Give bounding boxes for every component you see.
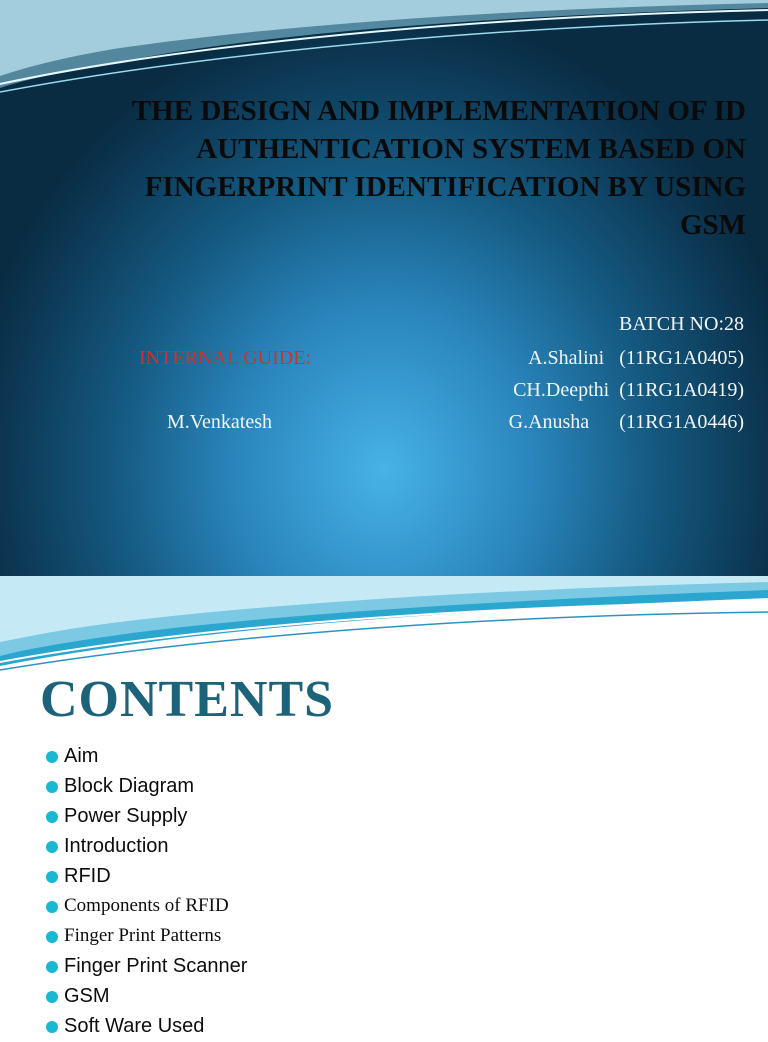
list-item-label: Aim [64,745,99,767]
list-item-label: GSM [64,985,110,1007]
list-item [44,982,247,1012]
student-entry: A.Shalini (11RG1A0405) [528,347,744,369]
list-item [44,952,247,982]
list-item-label: Block Diagram [64,775,195,797]
bullet-icon [46,931,58,943]
list-item [44,802,247,832]
bullet-icon [46,781,58,793]
student-entry: G.Anusha (11RG1A0446) [508,411,744,433]
bullet-icon [46,991,58,1003]
bullet-icon [46,811,58,823]
batch-number: BATCH NO:28 [618,313,744,335]
list-item-label: Power Supply [64,805,188,827]
contents-slide [0,576,768,1037]
student-entry: CH.Deepthi (11RG1A0419) [513,379,744,401]
internal-guide-name: M.Venkatesh [167,411,272,433]
contents-heading: CONTENTS [40,671,335,728]
list-item [44,1012,247,1042]
contents-list [44,742,247,1042]
list-item [44,832,247,862]
list-item-label: Soft Ware Used [64,1015,205,1037]
bullet-icon [46,961,58,973]
bullet-icon [46,841,58,853]
list-item [44,922,247,952]
internal-guide-label: INTERNAL GUIDE: [139,347,312,369]
bullet-icon [46,751,58,763]
list-item [44,862,247,892]
list-item-label: Finger Print Patterns [64,925,222,946]
list-item-label: Finger Print Scanner [64,955,248,977]
list-item-label: RFID [64,865,111,887]
presentation-title: THE DESIGN AND IMPLEMENTATION OF ID AUTHENTICATION SYSTEM BASED ON FINGERPRINT IDENTIFICATION BY USING GSM [131,95,746,241]
list-item [44,892,247,922]
list-item-label: Components of RFID [64,895,229,916]
list-item-label: Introduction [64,835,169,857]
list-item [44,772,247,802]
list-item [44,742,247,772]
bullet-icon [46,901,58,913]
bullet-icon [46,871,58,883]
bullet-icon [46,1021,58,1033]
